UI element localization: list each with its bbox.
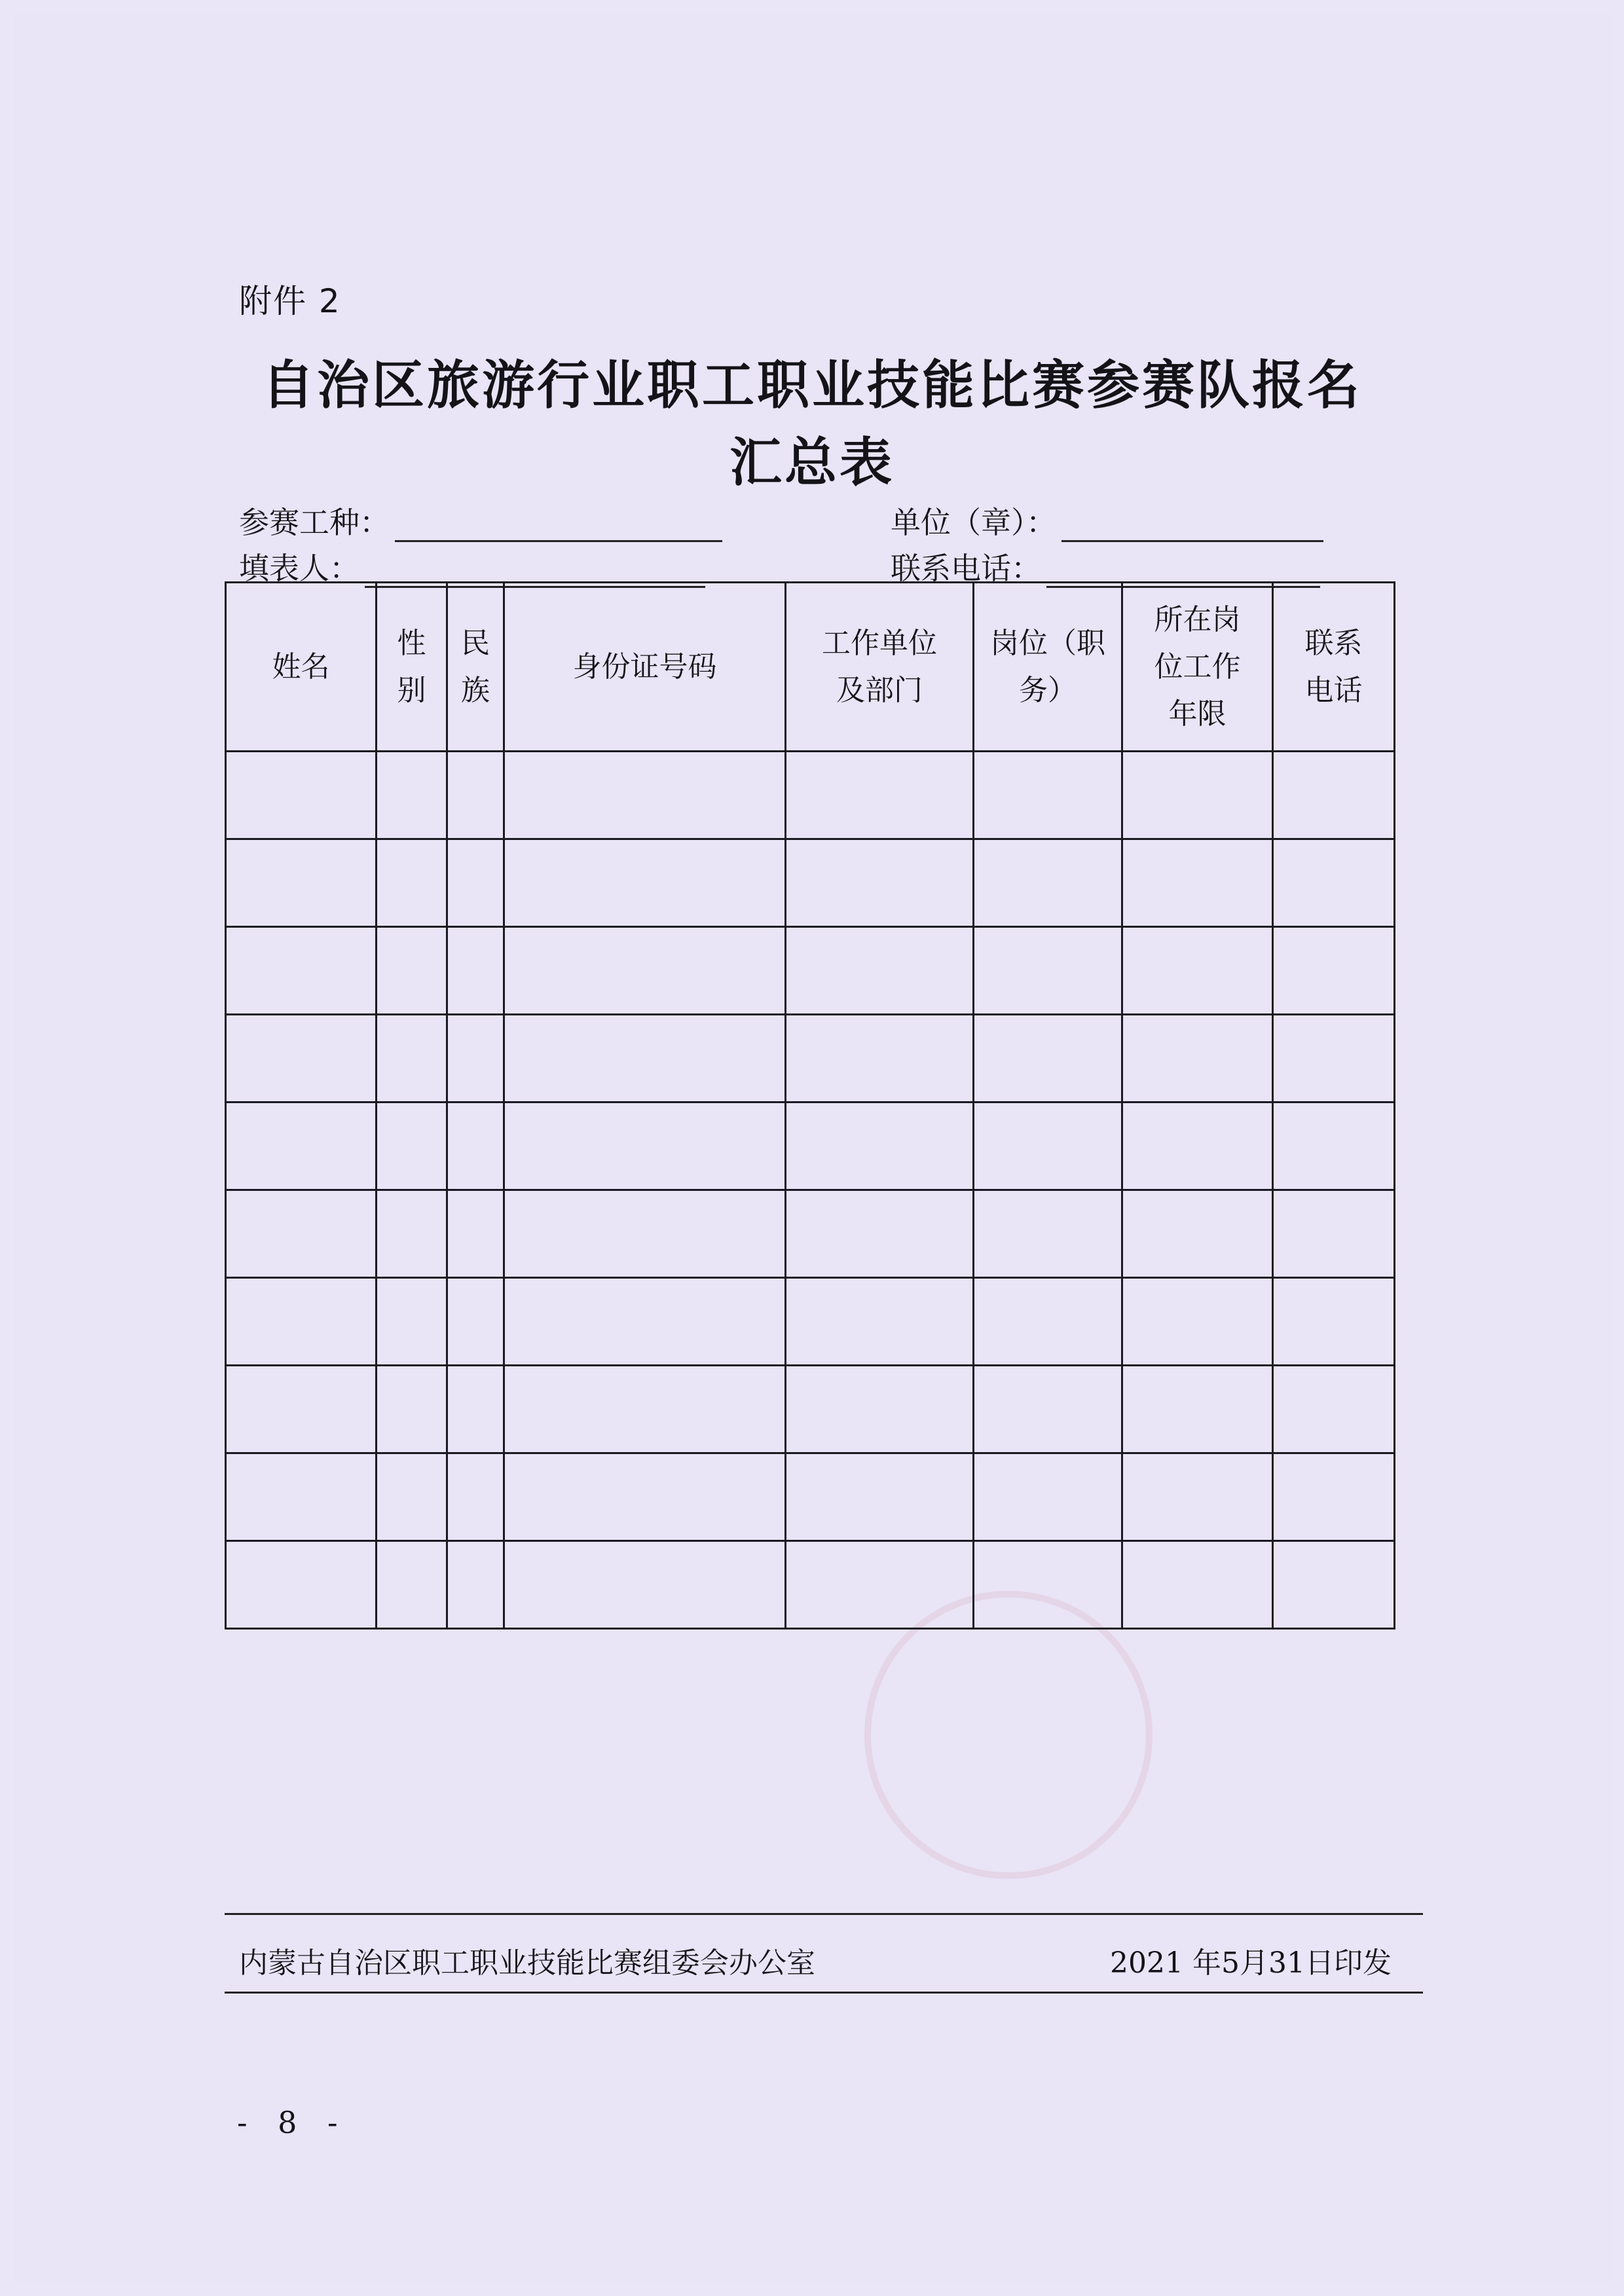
phone-label: 联系电话：: [891, 551, 1041, 586]
table-row: [226, 1102, 1395, 1190]
table-cell[interactable]: [447, 839, 504, 927]
table-cell[interactable]: [786, 839, 974, 927]
table-cell[interactable]: [377, 752, 447, 839]
table-cell[interactable]: [1273, 1453, 1395, 1541]
header-position: 岗位（职 务）: [974, 583, 1122, 752]
table-cell[interactable]: [377, 1541, 447, 1629]
table-cell[interactable]: [1273, 1102, 1395, 1190]
table-cell[interactable]: [974, 752, 1122, 839]
table-cell[interactable]: [226, 839, 377, 927]
table-cell[interactable]: [447, 927, 504, 1015]
table-body: [226, 752, 1395, 1629]
table-cell[interactable]: [226, 1541, 377, 1629]
registration-table: [225, 581, 1395, 1630]
table-cell[interactable]: [226, 927, 377, 1015]
header-ethnicity: 民 族: [447, 583, 504, 752]
table-cell[interactable]: [786, 927, 974, 1015]
header-gender: 性 别: [377, 583, 447, 752]
table-cell[interactable]: [1273, 1366, 1395, 1453]
table-cell[interactable]: [377, 1102, 447, 1190]
table-cell[interactable]: [504, 1190, 786, 1278]
table-cell[interactable]: [504, 1278, 786, 1366]
table-cell[interactable]: [974, 1453, 1122, 1541]
table-cell[interactable]: [1273, 752, 1395, 839]
title-line-1: 自治区旅游行业职工职业技能比赛参赛队报名: [262, 355, 1362, 416]
table-cell[interactable]: [1122, 1278, 1273, 1366]
table-cell[interactable]: [377, 1015, 447, 1102]
table-row: [226, 839, 1395, 927]
table-cell[interactable]: [377, 927, 447, 1015]
table-row: [226, 1278, 1395, 1366]
table-cell[interactable]: [1122, 752, 1273, 839]
table-cell[interactable]: [226, 1366, 377, 1453]
page-number: - 8 -: [237, 2105, 348, 2140]
table-cell[interactable]: [786, 1190, 974, 1278]
table-cell[interactable]: [504, 1015, 786, 1102]
footer-rule-bottom: [225, 1992, 1423, 1994]
table-cell[interactable]: [786, 1015, 974, 1102]
table-cell[interactable]: [974, 1190, 1122, 1278]
table-cell[interactable]: [377, 1190, 447, 1278]
table-cell[interactable]: [504, 1541, 786, 1629]
table-cell[interactable]: [377, 1366, 447, 1453]
unit-blank[interactable]: [1061, 510, 1323, 542]
unit-label: 单位（章）：: [891, 505, 1056, 540]
table-cell[interactable]: [504, 1453, 786, 1541]
work-type-blank[interactable]: [395, 510, 722, 542]
table-cell[interactable]: [447, 1190, 504, 1278]
table-cell[interactable]: [226, 1453, 377, 1541]
table-cell[interactable]: [974, 839, 1122, 927]
table-cell[interactable]: [1122, 1366, 1273, 1453]
table-cell[interactable]: [1273, 927, 1395, 1015]
table-cell[interactable]: [974, 1366, 1122, 1453]
table-cell[interactable]: [377, 1278, 447, 1366]
table-cell[interactable]: [447, 1102, 504, 1190]
title-line-2: 汇总表: [729, 432, 895, 493]
table-cell[interactable]: [226, 1190, 377, 1278]
table-cell[interactable]: [974, 1541, 1122, 1629]
table-cell[interactable]: [1273, 839, 1395, 927]
header-employer: 工作单位 及部门: [786, 583, 974, 752]
table-cell[interactable]: [447, 752, 504, 839]
footer-date: 2021 年5月31日印发: [1110, 1946, 1392, 1980]
table-cell[interactable]: [447, 1278, 504, 1366]
table-cell[interactable]: [786, 752, 974, 839]
header-contact-phone: 联系 电话: [1273, 583, 1395, 752]
footer-rule-top: [225, 1913, 1423, 1915]
table-cell[interactable]: [1122, 1541, 1273, 1629]
work-type-label: 参赛工种：: [239, 505, 390, 540]
document-title: [196, 347, 1428, 501]
footer: [239, 1939, 1392, 1981]
table-row: [226, 752, 1395, 839]
table-cell[interactable]: [504, 927, 786, 1015]
table-cell[interactable]: [226, 1278, 377, 1366]
table-cell[interactable]: [377, 839, 447, 927]
unit-field: [891, 499, 1323, 542]
table-row: [226, 1453, 1395, 1541]
header-name: 姓名: [226, 583, 377, 752]
table-cell[interactable]: [447, 1453, 504, 1541]
table-cell[interactable]: [786, 1102, 974, 1190]
table-row: [226, 1366, 1395, 1453]
table-cell[interactable]: [786, 1278, 974, 1366]
table-cell[interactable]: [1122, 1453, 1273, 1541]
table-cell[interactable]: [1122, 1190, 1273, 1278]
filler-label: 填表人：: [239, 551, 360, 586]
table-cell[interactable]: [447, 1366, 504, 1453]
table-cell[interactable]: [504, 839, 786, 927]
table-cell[interactable]: [226, 1015, 377, 1102]
header-id-number: 身份证号码: [504, 583, 786, 752]
table-cell[interactable]: [974, 1278, 1122, 1366]
table-cell[interactable]: [786, 1366, 974, 1453]
table-row: [226, 927, 1395, 1015]
table-cell[interactable]: [226, 752, 377, 839]
table-cell[interactable]: [1273, 1190, 1395, 1278]
table-cell[interactable]: [504, 1102, 786, 1190]
table-cell[interactable]: [504, 752, 786, 839]
table-cell[interactable]: [1122, 839, 1273, 927]
table-cell[interactable]: [226, 1102, 377, 1190]
footer-issuer: 内蒙古自治区职工职业技能比赛组委会办公室: [239, 1946, 815, 1980]
table-cell[interactable]: [786, 1541, 974, 1629]
table-cell[interactable]: [504, 1366, 786, 1453]
table-cell[interactable]: [1122, 927, 1273, 1015]
table-row: [226, 1541, 1395, 1629]
attachment-label: 附件 2: [239, 282, 341, 320]
table-cell[interactable]: [377, 1453, 447, 1541]
table-cell[interactable]: [1122, 1102, 1273, 1190]
header-years-in-position: 所在岗 位工作 年限: [1122, 583, 1273, 752]
table-cell[interactable]: [1273, 1541, 1395, 1629]
table-cell[interactable]: [786, 1453, 974, 1541]
table-cell[interactable]: [1122, 1015, 1273, 1102]
table-cell[interactable]: [974, 1102, 1122, 1190]
table-cell[interactable]: [447, 1015, 504, 1102]
work-type-field: [239, 499, 722, 542]
table-cell[interactable]: [974, 927, 1122, 1015]
table-cell[interactable]: [1273, 1278, 1395, 1366]
table-cell[interactable]: [447, 1541, 504, 1629]
table-row: [226, 1190, 1395, 1278]
table-cell[interactable]: [1273, 1015, 1395, 1102]
table-cell[interactable]: [974, 1015, 1122, 1102]
table-header-row: [226, 583, 1395, 752]
table-row: [226, 1015, 1395, 1102]
